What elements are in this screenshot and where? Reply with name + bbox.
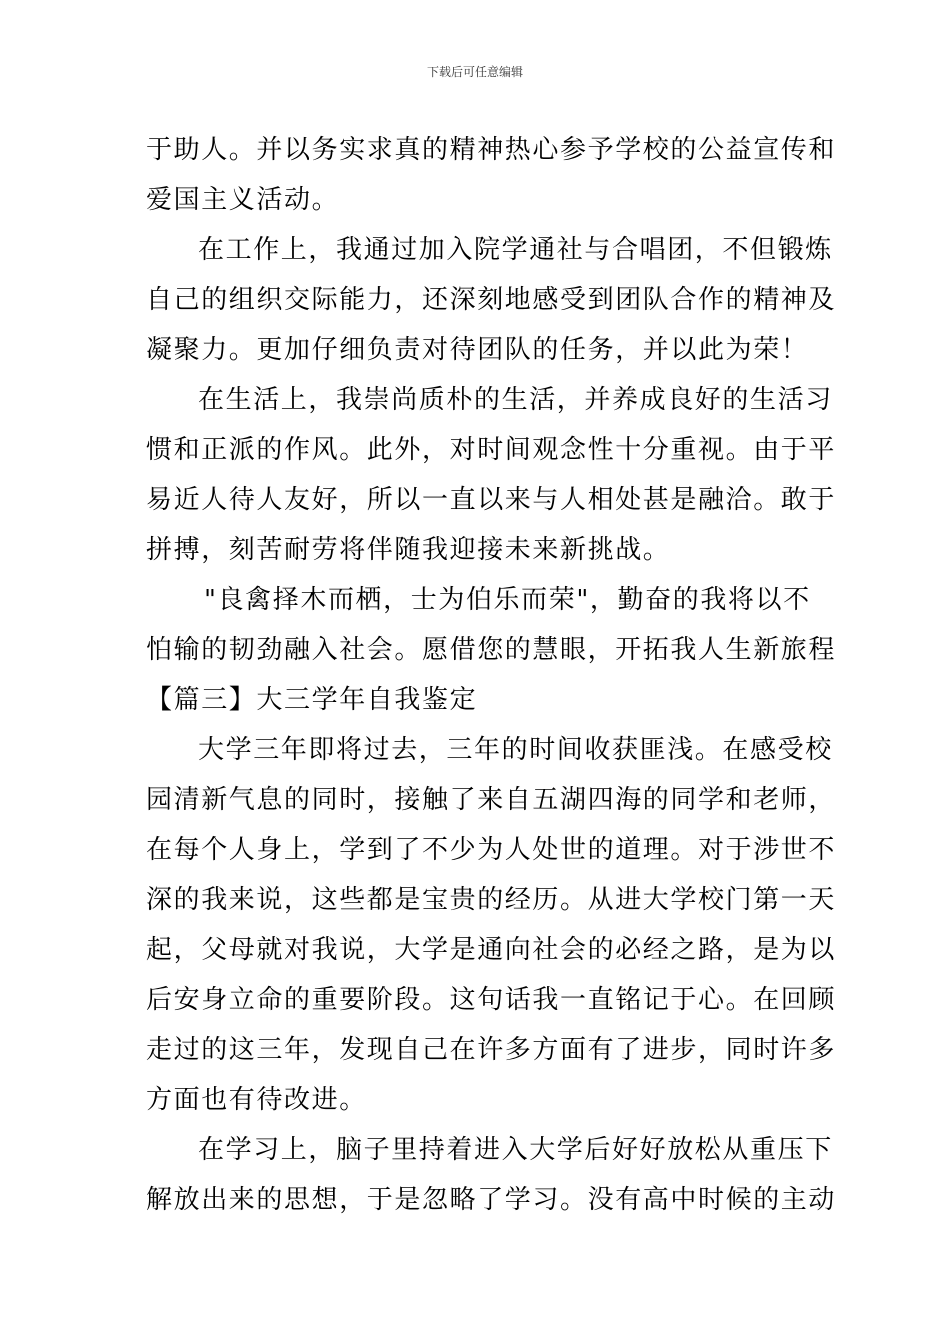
paragraph-start-line: 大学三年即将过去，三年的时间收获匪浅。在感受校 [198, 735, 833, 765]
paragraph-start-line: 在学习上，脑子里持着进入大学后好好放松从重压下 [198, 1135, 833, 1165]
text-line: 惯和正派的作风。此外，对时间观念性十分重视。由于平 [146, 435, 837, 465]
paragraph-start-line: 在生活上，我崇尚质朴的生活，并养成良好的生活习 [198, 385, 833, 415]
text-line: 方面也有待改进。 [146, 1085, 367, 1115]
text-line: 拼搏，刻苦耐劳将伴随我迎接未来新挑战。 [146, 535, 671, 565]
text-line: 后安身立命的重要阶段。这句话我一直铭记于心。在回顾 [146, 985, 837, 1015]
text-line: 怕输的韧劲融入社会。愿借您的慧眼，开拓我人生新旅程 [146, 635, 837, 665]
paragraph-start-line: "良禽择木而栖，士为伯乐而荣"，勤奋的我将以不 [204, 585, 811, 615]
text-line: 爱国主义活动。 [146, 185, 340, 215]
text-line: 起，父母就对我说，大学是通向社会的必经之路，是为以 [146, 935, 837, 965]
text-line: 解放出来的思想，于是忽略了学习。没有高中时候的主动 [146, 1185, 837, 1215]
text-line: 于助人。并以务实求真的精神热心参予学校的公益宣传和 [146, 135, 837, 165]
section-heading: 【篇三】大三学年自我鉴定 [146, 685, 478, 715]
text-line: 走过的这三年，发现自己在许多方面有了进步，同时许多 [146, 1035, 837, 1065]
document-body [146, 125, 837, 1225]
text-line: 凝聚力。更加仔细负责对待团队的任务，并以此为荣！ [146, 335, 809, 365]
text-line: 易近人待人友好，所以一直以来与人相处甚是融洽。敢于 [146, 485, 837, 515]
text-line: 自己的组织交际能力，还深刻地感受到团队合作的精神及 [146, 285, 837, 315]
text-line: 在每个人身上，学到了不少为人处世的道理。对于涉世不 [146, 835, 837, 865]
text-line: 园清新气息的同时，接触了来自五湖四海的同学和老师， [146, 785, 837, 815]
page-header: 下载后可任意编辑 [426, 65, 523, 79]
text-line: 深的我来说，这些都是宝贵的经历。从进大学校门第一天 [146, 885, 837, 915]
paragraph-start-line: 在工作上，我通过加入院学通社与合唱团，不但锻炼 [198, 235, 833, 265]
